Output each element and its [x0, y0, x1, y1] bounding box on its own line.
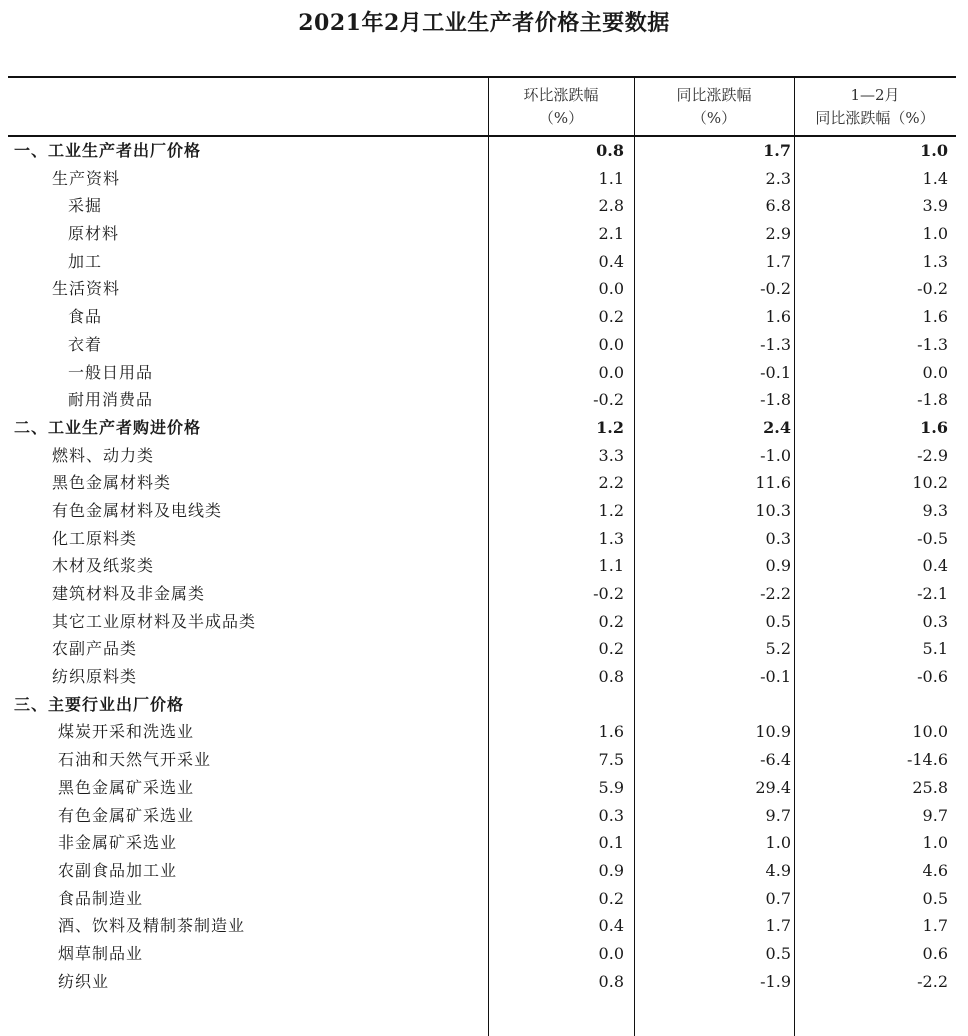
- column-divider: [794, 78, 795, 135]
- cumulative-change-value: 0.3: [922, 611, 948, 631]
- cumulative-change-value: -2.2: [917, 971, 948, 991]
- column-divider: [488, 137, 489, 1036]
- header-cum-line2: 同比涨跌幅（%）: [815, 109, 935, 127]
- mom-change-value: 7.5: [598, 750, 624, 770]
- table-body: [8, 137, 956, 995]
- header-yoy-change: [634, 78, 794, 135]
- table-row: [8, 718, 956, 746]
- table-row: [8, 802, 956, 830]
- row-label: 煤炭开采和洗选业: [58, 722, 195, 742]
- cumulative-change-value: 0.0: [922, 362, 948, 382]
- row-label: 建筑材料及非金属类: [52, 584, 206, 603]
- table-row: [8, 774, 956, 802]
- yoy-change-value: 9.7: [765, 805, 791, 825]
- row-label: 酒、饮料及精制茶制造业: [58, 916, 246, 936]
- yoy-change-value: 10.3: [755, 500, 791, 520]
- mom-change-value: 0.2: [598, 888, 624, 908]
- yoy-change-value: 0.5: [765, 943, 791, 963]
- row-label: 有色金属材料及电线类: [52, 500, 223, 520]
- row-label: 一、工业生产者出厂价格: [14, 141, 202, 160]
- mom-change-value: 0.8: [598, 667, 624, 687]
- cumulative-change-value: 10.2: [912, 473, 948, 493]
- yoy-change-value: 1.7: [765, 916, 791, 936]
- header-mom-line1: 环比涨跌幅: [523, 86, 599, 104]
- mom-change-value: 1.6: [598, 722, 624, 742]
- row-label: 非金属矿采选业: [58, 833, 178, 853]
- cumulative-change-value: -1.3: [917, 334, 948, 354]
- table-row: [8, 442, 956, 470]
- cumulative-change-value: -1.8: [917, 390, 948, 410]
- cumulative-change-value: -0.2: [917, 279, 948, 299]
- row-label: 二、工业生产者购进价格: [14, 417, 202, 437]
- header-yoy-line1: 同比涨跌幅: [676, 86, 752, 104]
- table-row: [8, 165, 956, 193]
- row-label: 有色金属矿采选业: [58, 805, 195, 825]
- row-label: 原材料: [68, 224, 120, 244]
- table-row: [8, 885, 956, 913]
- mom-change-value: 0.0: [598, 279, 624, 299]
- yoy-change-value: 1.7: [765, 251, 791, 271]
- yoy-change-value: 29.4: [755, 777, 791, 797]
- yoy-change-value: 1.6: [765, 307, 791, 327]
- cumulative-change-value: 1.6: [922, 307, 948, 327]
- mom-change-value: 1.2: [598, 500, 624, 520]
- mom-change-value: 0.8: [596, 141, 624, 160]
- column-divider: [488, 78, 489, 135]
- yoy-change-value: 2.4: [763, 417, 791, 437]
- table-row: [8, 275, 956, 303]
- mom-change-value: -0.2: [593, 584, 624, 603]
- column-divider: [794, 137, 795, 1036]
- header-mom-change: [488, 78, 634, 135]
- table-row: [8, 303, 956, 331]
- row-label: 采掘: [68, 196, 103, 216]
- row-label: 纺织业: [58, 971, 110, 991]
- row-label: 加工: [68, 251, 103, 271]
- cumulative-change-value: 9.7: [922, 805, 948, 825]
- mom-change-value: -0.2: [593, 390, 624, 410]
- mom-change-value: 1.2: [596, 417, 624, 437]
- row-label: 三、主要行业出厂价格: [14, 694, 185, 714]
- mom-change-value: 2.8: [598, 196, 624, 216]
- yoy-change-value: 2.3: [765, 168, 791, 188]
- yoy-change-value: 0.7: [765, 888, 791, 908]
- cumulative-change-value: 3.9: [922, 196, 948, 216]
- cumulative-change-value: 1.3: [922, 251, 948, 271]
- table-row: [8, 552, 956, 580]
- yoy-change-value: -0.2: [760, 279, 791, 299]
- yoy-change-value: -0.1: [760, 667, 791, 687]
- table-row: [8, 829, 956, 857]
- cumulative-change-value: -0.5: [917, 528, 948, 548]
- row-label: 一般日用品: [68, 362, 154, 382]
- mom-change-value: 0.2: [598, 611, 624, 631]
- table-row: [8, 857, 956, 885]
- page-title: 2021年2月工业生产者价格主要数据: [298, 10, 670, 36]
- cumulative-change-value: 10.0: [912, 722, 948, 742]
- table-row: [8, 497, 956, 525]
- table-row: [8, 331, 956, 359]
- yoy-change-value: -0.1: [760, 362, 791, 382]
- mom-change-value: 2.2: [598, 473, 624, 493]
- table-row: [8, 192, 956, 220]
- yoy-change-value: 10.9: [755, 722, 791, 742]
- yoy-change-value: 0.3: [765, 528, 791, 548]
- mom-change-value: 2.1: [598, 224, 624, 244]
- yoy-change-value: 1.7: [763, 141, 791, 160]
- mom-change-value: 5.9: [598, 777, 624, 797]
- yoy-change-value: -1.9: [760, 971, 791, 991]
- table-row: [8, 525, 956, 553]
- yoy-change-value: 0.5: [765, 611, 791, 631]
- yoy-change-value: -1.8: [760, 390, 791, 410]
- table-row: [8, 469, 956, 497]
- mom-change-value: 0.3: [598, 805, 624, 825]
- mom-change-value: 0.0: [598, 943, 624, 963]
- row-label: 耐用消费品: [68, 390, 154, 410]
- row-label: 衣着: [68, 334, 103, 354]
- column-divider: [634, 137, 635, 1036]
- mom-change-value: 0.2: [598, 639, 624, 659]
- mom-change-value: 1.1: [598, 556, 624, 576]
- mom-change-value: 0.4: [598, 916, 624, 936]
- cumulative-change-value: 1.4: [922, 168, 948, 188]
- cumulative-change-value: 1.0: [920, 141, 948, 160]
- row-label: 农副产品类: [52, 639, 138, 659]
- cumulative-change-value: 1.7: [922, 916, 948, 936]
- yoy-change-value: -1.3: [760, 334, 791, 354]
- table-row: [8, 746, 956, 774]
- row-label: 燃料、动力类: [52, 445, 155, 465]
- cumulative-change-value: -0.6: [917, 667, 948, 687]
- cumulative-change-value: 0.5: [922, 888, 948, 908]
- mom-change-value: 0.1: [598, 833, 624, 853]
- cumulative-change-value: 1.6: [920, 417, 948, 437]
- table-row: [8, 386, 956, 414]
- row-label: 纺织原料类: [52, 667, 138, 687]
- cumulative-change-value: -14.6: [906, 750, 948, 770]
- cumulative-change-value: 9.3: [922, 500, 948, 520]
- row-label: 黑色金属材料类: [52, 473, 172, 493]
- yoy-change-value: 1.0: [765, 833, 791, 853]
- table-row: [8, 220, 956, 248]
- yoy-change-value: 5.2: [765, 639, 791, 659]
- cumulative-change-value: 0.4: [922, 556, 948, 576]
- mom-change-value: 3.3: [598, 445, 624, 465]
- row-label: 木材及纸浆类: [52, 556, 155, 576]
- row-label: 其它工业原材料及半成品类: [52, 611, 257, 631]
- table-row: [8, 635, 956, 663]
- header-label-column: [8, 78, 488, 135]
- yoy-change-value: 2.9: [765, 224, 791, 244]
- row-label: 化工原料类: [52, 528, 138, 548]
- row-label: 农副食品加工业: [58, 860, 178, 880]
- yoy-change-value: -6.4: [760, 750, 791, 770]
- header-yoy-line2: （%）: [691, 109, 737, 127]
- mom-change-value: 1.1: [598, 168, 624, 188]
- yoy-change-value: -2.2: [760, 584, 791, 603]
- table-row: [8, 248, 956, 276]
- table-row: [8, 940, 956, 968]
- cumulative-change-value: 1.0: [922, 224, 948, 244]
- table-row: [8, 663, 956, 691]
- table-row: [8, 968, 956, 996]
- row-label: 石油和天然气开采业: [58, 750, 212, 770]
- mom-change-value: 0.8: [598, 971, 624, 991]
- header-cum-line1: 1—2月: [850, 86, 900, 104]
- cumulative-change-value: 4.6: [922, 860, 948, 880]
- mom-change-value: 0.4: [598, 251, 624, 271]
- table-row: [8, 608, 956, 636]
- section-row: [8, 414, 956, 442]
- table-row: [8, 580, 956, 608]
- table-header: [8, 78, 956, 137]
- section-row: [8, 137, 956, 165]
- cumulative-change-value: 1.0: [922, 833, 948, 853]
- yoy-change-value: 0.9: [765, 556, 791, 576]
- cumulative-change-value: 5.1: [922, 639, 948, 659]
- mom-change-value: 0.2: [598, 307, 624, 327]
- row-label: 食品: [68, 307, 103, 327]
- mom-change-value: 0.0: [598, 362, 624, 382]
- table-row: [8, 359, 956, 387]
- yoy-change-value: 6.8: [765, 196, 791, 216]
- section-row: [8, 691, 956, 719]
- yoy-change-value: -1.0: [760, 445, 791, 465]
- row-label: 生产资料: [52, 168, 121, 188]
- row-label: 食品制造业: [58, 888, 144, 908]
- row-label: 黑色金属矿采选业: [58, 777, 195, 797]
- column-divider: [634, 78, 635, 135]
- yoy-change-value: 4.9: [765, 860, 791, 880]
- mom-change-value: 0.9: [598, 860, 624, 880]
- mom-change-value: 0.0: [598, 334, 624, 354]
- mom-change-value: 1.3: [598, 528, 624, 548]
- header-mom-line2: （%）: [538, 109, 584, 127]
- yoy-change-value: 11.6: [755, 473, 791, 493]
- row-label: 烟草制品业: [58, 943, 144, 963]
- cumulative-change-value: -2.1: [917, 584, 948, 603]
- price-data-table: [8, 76, 956, 995]
- header-cumulative-change: [794, 78, 956, 135]
- cumulative-change-value: 25.8: [912, 777, 948, 797]
- cumulative-change-value: 0.6: [922, 943, 948, 963]
- cumulative-change-value: -2.9: [917, 445, 948, 465]
- table-row: [8, 912, 956, 940]
- row-label: 生活资料: [52, 279, 121, 299]
